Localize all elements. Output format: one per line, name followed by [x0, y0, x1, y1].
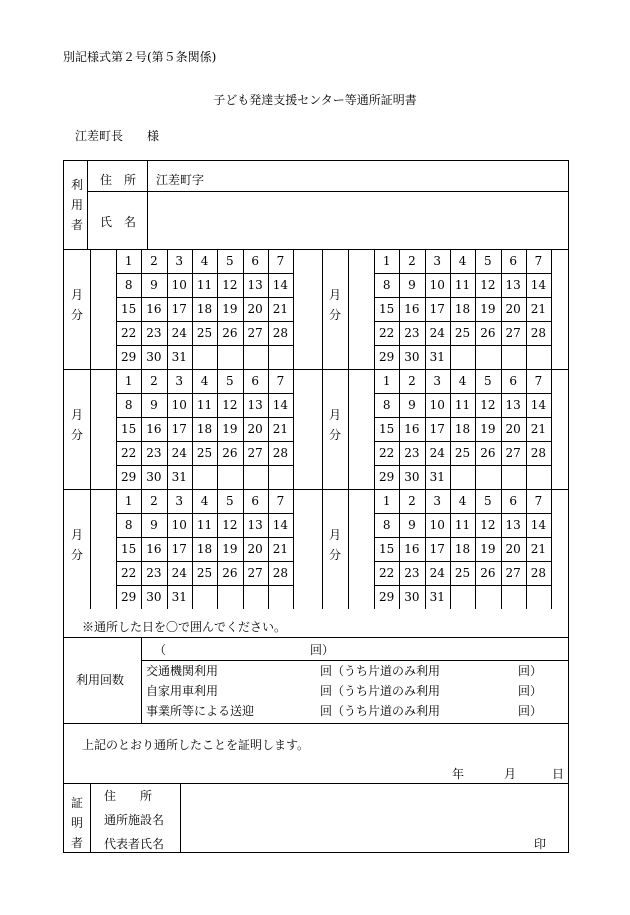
calendar-day[interactable]: 2	[408, 494, 416, 508]
calendar-day[interactable]: 4	[458, 494, 467, 508]
calendar-day[interactable]: 19	[480, 542, 496, 556]
divider	[348, 249, 349, 369]
calendar-day[interactable]: 21	[272, 542, 289, 556]
calendar-day[interactable]: 7	[276, 254, 285, 268]
calendar-day[interactable]: 18	[454, 542, 471, 556]
calendar-day[interactable]: 3	[175, 254, 184, 268]
calendar-day[interactable]: 20	[505, 302, 521, 316]
calendar-day[interactable]: 4	[458, 254, 467, 268]
calendar-day[interactable]: 1	[382, 494, 391, 508]
calendar-day[interactable]: 8	[382, 518, 391, 532]
calendar-day[interactable]: 3	[433, 494, 442, 508]
calendar-day[interactable]: 2	[150, 374, 158, 388]
month-label: 月 分	[70, 528, 83, 562]
address-value[interactable]: 江差町字	[156, 173, 205, 187]
calendar-day[interactable]: 27	[247, 566, 263, 580]
calendar-day[interactable]: 27	[247, 446, 263, 460]
calendar-day[interactable]: 26	[480, 326, 496, 340]
calendar-day[interactable]: 1	[382, 374, 391, 388]
divider	[551, 249, 552, 369]
calendar-day[interactable]: 23	[404, 446, 420, 460]
calendar-day[interactable]: 12	[480, 278, 496, 292]
calendar-day[interactable]: 10	[171, 398, 187, 412]
calendar-day[interactable]: 21	[530, 422, 547, 436]
calendar-day[interactable]: 11	[196, 398, 213, 412]
calendar-day[interactable]: 7	[534, 254, 543, 268]
calendar-day[interactable]: 10	[429, 278, 445, 292]
calendar-day[interactable]: 30	[404, 470, 420, 484]
calendar-day[interactable]: 30	[404, 350, 420, 364]
calendar-day[interactable]: 2	[408, 254, 416, 268]
calendar-day[interactable]: 29	[379, 470, 395, 484]
calendar-day[interactable]: 20	[247, 422, 263, 436]
calendar-day[interactable]	[501, 585, 526, 609]
certify-statement: 上記のとおり通所したことを証明します。	[82, 738, 310, 752]
divider	[90, 489, 91, 609]
name-label: 氏 名	[100, 215, 137, 229]
calendar-day[interactable]: 4	[200, 494, 209, 508]
calendar-day[interactable]: 29	[121, 350, 137, 364]
calendar-day[interactable]: 28	[272, 446, 289, 460]
calendar-day[interactable]	[268, 345, 293, 369]
calendar-day[interactable]	[243, 345, 268, 369]
calendar-day[interactable]: 20	[505, 542, 521, 556]
usage-item-unit: 回（うち片道のみ利用	[320, 684, 441, 698]
calendar-day[interactable]: 17	[171, 302, 187, 316]
calendar-day[interactable]: 16	[404, 542, 420, 556]
calendar-day[interactable]: 26	[222, 326, 238, 340]
divider	[293, 249, 294, 369]
calendar-day[interactable]: 18	[454, 422, 471, 436]
calendar-day[interactable]: 29	[379, 590, 395, 604]
calendar-day[interactable]: 14	[272, 518, 289, 532]
calendar-day[interactable]: 26	[480, 566, 496, 580]
calendar-day[interactable]: 5	[226, 374, 234, 388]
divider	[90, 369, 91, 489]
calendar-day[interactable]: 6	[251, 494, 259, 508]
calendar-day[interactable]: 3	[433, 254, 442, 268]
calendar-day[interactable]: 2	[150, 494, 158, 508]
calendar-day[interactable]: 13	[505, 518, 521, 532]
usage-item-unit: 回（うち片道のみ利用	[320, 664, 441, 678]
usage-item-unit: 回（うち片道のみ利用	[320, 704, 441, 718]
calendar-day[interactable]: 7	[276, 374, 285, 388]
calendar-day[interactable]: 31	[429, 590, 445, 604]
calendar-day[interactable]: 19	[222, 542, 238, 556]
divider	[87, 191, 569, 192]
calendar-day[interactable]: 4	[200, 374, 209, 388]
calendar-day[interactable]: 31	[429, 470, 445, 484]
certifier-address-label: 住 所	[104, 789, 153, 803]
calendar-day[interactable]: 30	[146, 350, 162, 364]
calendar-day[interactable]: 13	[247, 278, 263, 292]
calendar-day[interactable]: 22	[121, 326, 137, 340]
calendar-day[interactable]: 18	[196, 542, 213, 556]
calendar-day[interactable]: 30	[404, 590, 420, 604]
calendar-day[interactable]: 17	[429, 302, 445, 316]
calendar-day[interactable]: 13	[505, 398, 521, 412]
calendar-day[interactable]: 22	[379, 446, 395, 460]
usage-item-end: 回）	[518, 704, 543, 718]
addressee: 江差町長 様	[75, 129, 160, 143]
calendar-day[interactable]: 22	[121, 566, 137, 580]
seal-mark: 印	[534, 837, 547, 851]
calendar-day[interactable]: 12	[222, 278, 238, 292]
divider	[180, 783, 181, 853]
calendar-day[interactable]: 20	[247, 302, 263, 316]
calendar-day[interactable]: 24	[171, 326, 187, 340]
calendar-day[interactable]: 12	[222, 518, 238, 532]
calendar-day[interactable]: 5	[484, 254, 492, 268]
calendar-day[interactable]	[475, 345, 500, 369]
calendar-day[interactable]: 5	[226, 494, 234, 508]
calendar-day[interactable]: 30	[146, 470, 162, 484]
calendar-day[interactable]: 28	[530, 326, 547, 340]
form-number: 別記様式第２号(第５条関係)	[63, 50, 217, 64]
calendar-day[interactable]: 9	[150, 398, 158, 412]
calendar-day[interactable]: 3	[433, 374, 442, 388]
calendar-day[interactable]: 6	[509, 254, 517, 268]
calendar-day[interactable]: 27	[247, 326, 263, 340]
calendar-day[interactable]: 28	[272, 566, 289, 580]
calendar-day[interactable]	[526, 585, 551, 609]
divider	[141, 637, 142, 723]
calendar-day[interactable]: 6	[251, 254, 259, 268]
calendar-day[interactable]: 9	[408, 398, 416, 412]
calendar-day[interactable]: 15	[379, 422, 395, 436]
calendar-day[interactable]: 24	[429, 566, 445, 580]
calendar-day[interactable]: 6	[251, 374, 259, 388]
calendar-day[interactable]: 5	[226, 254, 234, 268]
divider	[90, 783, 91, 853]
calendar-day[interactable]: 17	[171, 542, 187, 556]
calendar-day[interactable]: 18	[454, 302, 471, 316]
calendar-day[interactable]: 7	[276, 494, 285, 508]
calendar-day[interactable]	[217, 345, 242, 369]
calendar-day[interactable]: 16	[146, 542, 162, 556]
calendar-day[interactable]: 8	[382, 278, 391, 292]
usage-item-end: 回）	[518, 684, 543, 698]
divider	[322, 249, 323, 369]
calendar-day[interactable]: 10	[171, 278, 187, 292]
calendar-day[interactable]: 1	[382, 254, 391, 268]
calendar-day[interactable]: 17	[429, 422, 445, 436]
calendar-day[interactable]: 19	[222, 422, 238, 436]
usage-item-name: 交通機関利用	[146, 664, 219, 678]
divider	[322, 489, 323, 609]
divider	[147, 161, 148, 249]
calendar-day[interactable]: 31	[171, 350, 187, 364]
calendar-day[interactable]: 8	[124, 398, 133, 412]
calendar-day[interactable]: 16	[146, 422, 162, 436]
calendar-day[interactable]: 21	[530, 542, 547, 556]
calendar-day[interactable]: 16	[146, 302, 162, 316]
divider	[348, 489, 349, 609]
calendar-day[interactable]: 19	[222, 302, 238, 316]
calendar-day[interactable]: 9	[150, 278, 158, 292]
calendar-day[interactable]: 25	[454, 446, 471, 460]
month-label: 月 分	[70, 288, 83, 322]
calendar-day[interactable]: 27	[505, 326, 521, 340]
calendar-day[interactable]: 2	[150, 254, 158, 268]
calendar-day[interactable]: 13	[247, 518, 263, 532]
calendar-day[interactable]: 1	[124, 494, 133, 508]
calendar-day[interactable]: 9	[150, 518, 158, 532]
divider	[90, 249, 91, 369]
calendar-day[interactable]: 10	[429, 398, 445, 412]
calendar-day[interactable]	[526, 345, 551, 369]
calendar-day[interactable]: 19	[480, 302, 496, 316]
calendar-day[interactable]: 23	[404, 566, 420, 580]
calendar-day[interactable]	[475, 585, 500, 609]
calendar-day[interactable]	[192, 465, 217, 489]
calendar-day[interactable]: 25	[454, 326, 471, 340]
calendar-day[interactable]	[501, 465, 526, 489]
calendar-day[interactable]: 15	[121, 422, 137, 436]
calendar-day[interactable]: 17	[171, 422, 187, 436]
calendar-day[interactable]: 9	[408, 278, 416, 292]
calendar-day[interactable]: 5	[484, 494, 492, 508]
divider	[322, 369, 323, 489]
calendar-day[interactable]: 1	[124, 254, 133, 268]
usage-label: 利用回数	[76, 673, 125, 687]
calendar-day[interactable]: 18	[196, 422, 213, 436]
calendar-day[interactable]: 24	[429, 446, 445, 460]
calendar-day[interactable]: 12	[480, 398, 496, 412]
calendar-day[interactable]	[268, 585, 293, 609]
calendar-day[interactable]	[475, 465, 500, 489]
calendar-day[interactable]: 3	[175, 374, 184, 388]
representative-label: 代表者氏名	[104, 837, 165, 851]
month-label: 月 分	[328, 288, 341, 322]
divider	[551, 489, 552, 609]
calendar-day[interactable]: 31	[171, 470, 187, 484]
certificate-form	[63, 160, 569, 853]
calendar-day[interactable]: 21	[272, 422, 289, 436]
calendar-day[interactable]: 14	[272, 398, 289, 412]
divider	[348, 369, 349, 489]
calendar-day[interactable]: 11	[454, 398, 471, 412]
calendar-day[interactable]: 14	[530, 398, 547, 412]
calendar-day[interactable]: 31	[171, 590, 187, 604]
note-text: ※通所した日を〇で囲んでください。	[82, 620, 287, 634]
calendar-day[interactable]: 18	[196, 302, 213, 316]
usage-item-end: 回）	[518, 664, 543, 678]
calendar-day[interactable]: 25	[196, 566, 213, 580]
usage-item-name: 事業所等による送迎	[146, 704, 255, 718]
calendar-day[interactable]: 28	[272, 326, 289, 340]
calendar-day[interactable]: 29	[379, 350, 395, 364]
calendar-day[interactable]: 13	[247, 398, 263, 412]
calendar-day[interactable]: 20	[247, 542, 263, 556]
divider	[87, 161, 88, 249]
calendar-day[interactable]: 25	[196, 446, 213, 460]
divider	[551, 369, 552, 489]
usage-total-open: （	[154, 643, 167, 657]
calendar-day[interactable]: 15	[121, 542, 137, 556]
calendar-day[interactable]: 31	[429, 350, 445, 364]
calendar-day[interactable]: 13	[505, 278, 521, 292]
day-label: 日	[552, 767, 565, 781]
calendar-day[interactable]: 24	[429, 326, 445, 340]
calendar-day[interactable]: 6	[509, 374, 517, 388]
calendar-day[interactable]	[450, 345, 475, 369]
divider	[293, 489, 294, 609]
calendar-day[interactable]: 23	[404, 326, 420, 340]
year-label: 年	[452, 767, 465, 781]
calendar-day[interactable]: 5	[484, 374, 492, 388]
calendar-day[interactable]: 26	[222, 446, 238, 460]
calendar-day[interactable]: 22	[379, 326, 395, 340]
calendar-day[interactable]: 27	[505, 446, 521, 460]
calendar-day[interactable]: 22	[121, 446, 137, 460]
calendar-day[interactable]	[450, 465, 475, 489]
calendar-day[interactable]: 16	[404, 422, 420, 436]
address-label: 住 所	[100, 173, 137, 187]
divider	[64, 723, 569, 724]
calendar-day[interactable]: 17	[429, 542, 445, 556]
calendar-day[interactable]: 21	[272, 302, 289, 316]
calendar-day[interactable]: 12	[480, 518, 496, 532]
calendar-day[interactable]: 15	[121, 302, 137, 316]
calendar-day[interactable]	[243, 585, 268, 609]
calendar-day[interactable]: 28	[530, 566, 547, 580]
calendar-day[interactable]: 15	[379, 302, 395, 316]
certifier-section-label: 証明者	[70, 796, 83, 850]
divider	[64, 637, 569, 638]
calendar-day[interactable]: 19	[480, 422, 496, 436]
calendar-day[interactable]: 24	[171, 566, 187, 580]
calendar-day[interactable]: 28	[530, 446, 547, 460]
calendar-day[interactable]: 8	[124, 518, 133, 532]
calendar-day[interactable]	[526, 465, 551, 489]
calendar-day[interactable]: 20	[505, 422, 521, 436]
calendar-day[interactable]: 30	[146, 590, 162, 604]
calendar-day[interactable]: 29	[121, 590, 137, 604]
calendar-day[interactable]: 4	[458, 374, 467, 388]
divider	[141, 660, 569, 661]
facility-label: 通所施設名	[104, 813, 165, 827]
calendar-day[interactable]: 26	[480, 446, 496, 460]
calendar-day[interactable]: 2	[408, 374, 416, 388]
calendar-day[interactable]: 23	[146, 446, 162, 460]
calendar-day[interactable]: 6	[509, 494, 517, 508]
usage-total-unit: 回）	[310, 643, 335, 657]
calendar-day[interactable]: 29	[121, 470, 137, 484]
calendar-day[interactable]	[192, 345, 217, 369]
calendar-day[interactable]	[217, 585, 242, 609]
month-label: 月 分	[328, 528, 341, 562]
calendar-day[interactable]: 10	[429, 518, 445, 532]
calendar-day[interactable]: 7	[534, 494, 543, 508]
calendar-day[interactable]: 1	[124, 374, 133, 388]
calendar-day[interactable]: 15	[379, 542, 395, 556]
calendar-day[interactable]: 10	[171, 518, 187, 532]
calendar-day[interactable]	[217, 465, 242, 489]
calendar-day[interactable]: 27	[505, 566, 521, 580]
calendar-day[interactable]: 25	[196, 326, 213, 340]
calendar-day[interactable]: 14	[272, 278, 289, 292]
calendar-day[interactable]	[243, 465, 268, 489]
calendar-day[interactable]	[192, 585, 217, 609]
user-section-label: 利用者	[70, 178, 83, 232]
calendar-day[interactable]: 11	[196, 518, 213, 532]
calendar-day[interactable]: 3	[175, 494, 184, 508]
calendar-day[interactable]: 8	[124, 278, 133, 292]
calendar-day[interactable]	[450, 585, 475, 609]
calendar-day[interactable]: 9	[408, 518, 416, 532]
calendar-day[interactable]: 21	[530, 302, 547, 316]
month-label: 月	[504, 767, 517, 781]
calendar-day[interactable]: 23	[146, 566, 162, 580]
calendar-day[interactable]: 26	[222, 566, 238, 580]
calendar-day[interactable]	[501, 345, 526, 369]
calendar-day[interactable]: 11	[196, 278, 213, 292]
calendar-day[interactable]: 14	[530, 518, 547, 532]
calendar-day[interactable]: 7	[534, 374, 543, 388]
calendar-day[interactable]: 24	[171, 446, 187, 460]
calendar-day[interactable]: 25	[454, 566, 471, 580]
calendar-day[interactable]: 14	[530, 278, 547, 292]
calendar-day[interactable]: 12	[222, 398, 238, 412]
calendar-day[interactable]: 8	[382, 398, 391, 412]
calendar-day[interactable]: 11	[454, 278, 471, 292]
calendar-day[interactable]: 16	[404, 302, 420, 316]
calendar-day[interactable]: 4	[200, 254, 209, 268]
month-label: 月 分	[70, 408, 83, 442]
divider	[293, 369, 294, 489]
calendar-day[interactable]: 11	[454, 518, 471, 532]
document-title: 子ども発達支援センター等通所証明書	[213, 93, 417, 107]
calendar-day[interactable]	[268, 465, 293, 489]
usage-item-name: 自家用車利用	[146, 684, 219, 698]
calendar-day[interactable]: 23	[146, 326, 162, 340]
month-label: 月 分	[328, 408, 341, 442]
divider	[64, 783, 569, 784]
calendar-day[interactable]: 22	[379, 566, 395, 580]
